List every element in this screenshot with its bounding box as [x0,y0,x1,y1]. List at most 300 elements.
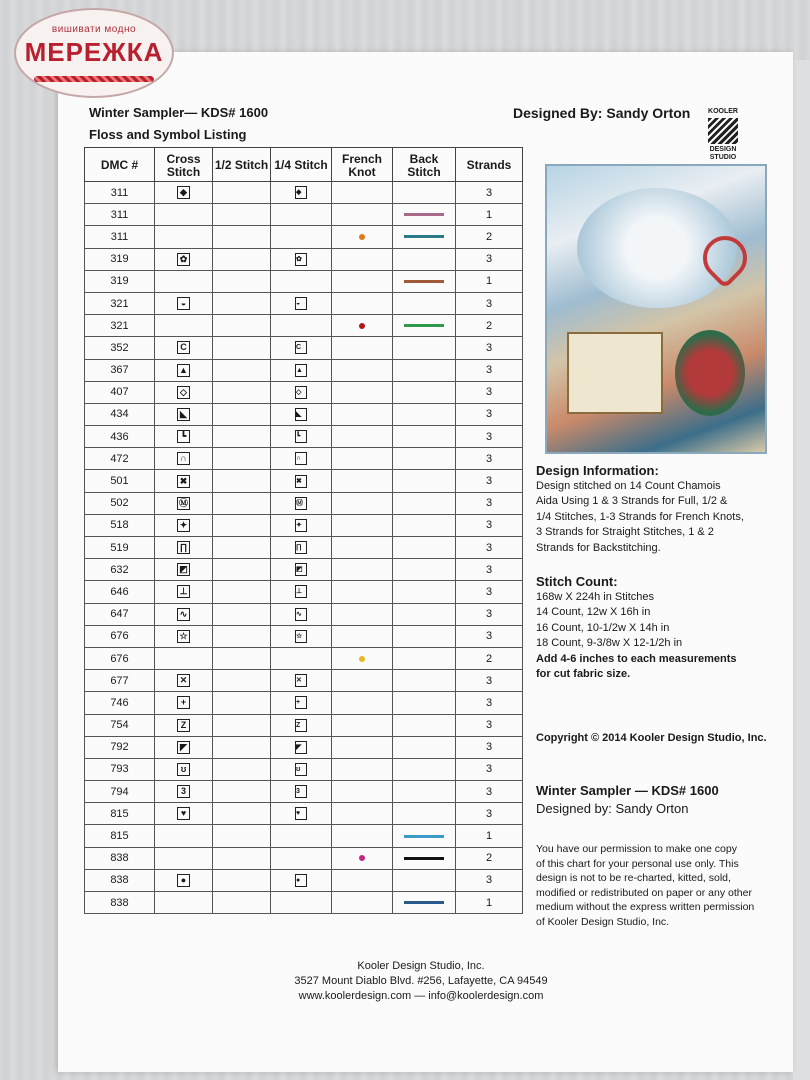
dmc-cell: 838 [85,847,155,869]
french-knot-cell [332,581,393,603]
french-knot-cell [332,226,393,248]
french-knot-cell [332,847,393,869]
quarter-stitch-symbol-icon: ◆ [295,186,307,199]
back-stitch-line-icon [404,324,444,327]
cross-stitch-cell [155,226,213,248]
dmc-cell: 311 [85,182,155,204]
french-knot-cell [332,736,393,758]
cross-stitch-cell [155,426,213,448]
kooler-logo-line2: DESIGN [709,146,737,153]
page-title: Winter Sampler— KDS# 1600 [89,105,269,120]
back-stitch-cell [393,270,456,292]
half-stitch-cell [213,847,271,869]
back-stitch-cell [393,781,456,803]
product-title: Winter Sampler — KDS# 1600 [536,783,719,798]
french-knot-cell [332,448,393,470]
dmc-cell: 838 [85,892,155,914]
table-row [85,226,523,248]
design-preview-image [545,164,767,454]
quarter-stitch-cell [271,403,332,425]
french-knot-dot-icon [359,656,365,662]
table-row [85,315,523,337]
dmc-cell: 472 [85,448,155,470]
cross-stitch-cell [155,714,213,736]
quarter-stitch-symbol-icon: ♥ [295,807,307,820]
back-stitch-cell [393,825,456,847]
back-stitch-cell [393,514,456,536]
cross-stitch-cell [155,736,213,758]
cross-stitch-symbol-icon: ʊ [177,763,190,776]
quarter-stitch-cell [271,182,332,204]
table-row [85,492,523,514]
back-stitch-cell [393,226,456,248]
half-stitch-cell [213,315,271,337]
quarter-stitch-symbol-icon: ✖ [295,475,307,488]
stitch-count-note: for cut fabric size. [536,668,631,680]
quarter-stitch-cell [271,448,332,470]
table-row [85,603,523,625]
french-knot-cell [332,603,393,625]
half-stitch-cell [213,448,271,470]
kooler-logo-icon [708,118,738,144]
design-info-line: Aida Using 1 & 3 Strands for Full, 1/2 & [536,495,728,507]
strands-cell: 2 [456,847,523,869]
quarter-stitch-symbol-icon: ✕ [295,674,307,687]
table-row [85,670,523,692]
table-row [85,625,523,647]
half-stitch-cell [213,758,271,780]
french-knot-cell [332,803,393,825]
dmc-cell: 519 [85,537,155,559]
dmc-cell: 311 [85,204,155,226]
col-french-knot: French Knot [332,148,393,182]
back-stitch-line-icon [404,280,444,283]
quarter-stitch-symbol-icon: Z [295,719,307,732]
french-knot-cell [332,692,393,714]
quarter-stitch-symbol-icon: ◩ [295,563,307,576]
half-stitch-cell [213,270,271,292]
strands-cell: 3 [456,426,523,448]
back-stitch-cell [393,603,456,625]
quarter-stitch-cell [271,692,332,714]
table-row [85,403,523,425]
cross-stitch-cell [155,825,213,847]
quarter-stitch-cell [271,559,332,581]
cross-stitch-cell [155,758,213,780]
cross-stitch-cell [155,403,213,425]
kooler-logo-line1: KOOLER [708,108,738,115]
stitch-count-line: 14 Count, 12w X 16h in [536,606,651,618]
dmc-cell: 647 [85,603,155,625]
table-row [85,647,523,669]
cross-stitch-cell [155,381,213,403]
quarter-stitch-symbol-icon: ◒ [295,297,307,310]
shop-logo [14,8,174,98]
french-knot-cell [332,825,393,847]
back-stitch-cell [393,847,456,869]
product-designer: Designed by: Sandy Orton [536,801,689,816]
design-info-line: 3 Strands for Straight Stitches, 1 & 2 [536,526,714,538]
dmc-cell: 311 [85,226,155,248]
back-stitch-cell [393,448,456,470]
permission-line: medium without the express written permission [536,901,755,913]
quarter-stitch-cell [271,381,332,403]
back-stitch-line-icon [404,835,444,838]
quarter-stitch-symbol-icon: ∿ [295,608,307,621]
half-stitch-cell [213,647,271,669]
strands-cell: 3 [456,292,523,314]
quarter-stitch-cell [271,270,332,292]
french-knot-cell [332,470,393,492]
dmc-cell: 676 [85,647,155,669]
cross-stitch-cell [155,204,213,226]
cross-stitch-symbol-icon: ◤ [177,741,190,754]
back-stitch-cell [393,359,456,381]
table-row [85,537,523,559]
cross-stitch-symbol-icon: + [177,696,190,709]
back-stitch-cell [393,892,456,914]
quarter-stitch-cell [271,470,332,492]
back-stitch-cell [393,381,456,403]
back-stitch-cell [393,470,456,492]
french-knot-cell [332,426,393,448]
half-stitch-cell [213,359,271,381]
quarter-stitch-cell [271,226,332,248]
cross-stitch-symbol-icon: C [177,341,190,354]
strands-cell: 3 [456,359,523,381]
french-knot-cell [332,781,393,803]
half-stitch-cell [213,537,271,559]
french-knot-cell [332,892,393,914]
cross-stitch-cell [155,182,213,204]
strands-cell: 3 [456,537,523,559]
back-stitch-line-icon [404,213,444,216]
half-stitch-cell [213,470,271,492]
kooler-logo [703,108,743,164]
dmc-cell: 793 [85,758,155,780]
dmc-cell: 502 [85,492,155,514]
dmc-cell: 815 [85,825,155,847]
dmc-cell: 754 [85,714,155,736]
col-back-stitch: Back Stitch [393,148,456,182]
cross-stitch-cell [155,248,213,270]
quarter-stitch-cell [271,248,332,270]
strands-cell: 3 [456,803,523,825]
strands-cell: 3 [456,492,523,514]
cross-stitch-symbol-icon: ☆ [177,630,190,643]
cross-stitch-symbol-icon: ∏ [177,541,190,554]
strands-cell: 3 [456,603,523,625]
table-row [85,847,523,869]
back-stitch-cell [393,292,456,314]
strands-cell: 2 [456,226,523,248]
back-stitch-cell [393,869,456,891]
quarter-stitch-cell [271,315,332,337]
cross-stitch-cell [155,647,213,669]
cross-stitch-symbol-icon: ✦ [177,519,190,532]
strands-cell: 1 [456,825,523,847]
footer-address: 3527 Mount Diablo Blvd. #256, Lafayette, CA 94549 [294,975,548,987]
design-information [536,463,744,556]
strands-cell: 3 [456,448,523,470]
table-row [85,758,523,780]
page-subtitle: Floss and Symbol Listing [89,127,247,142]
cross-stitch-cell [155,847,213,869]
cross-stitch-symbol-icon: ∩ [177,452,190,465]
half-stitch-cell [213,625,271,647]
dmc-cell: 352 [85,337,155,359]
cross-stitch-cell [155,270,213,292]
quarter-stitch-symbol-icon: ⊥ [295,585,307,598]
quarter-stitch-cell [271,292,332,314]
strands-cell: 3 [456,758,523,780]
quarter-stitch-cell [271,625,332,647]
stitch-count-line: 168w X 224h in Stitches [536,590,655,603]
half-stitch-cell [213,603,271,625]
cross-stitch-symbol-icon: ◣ [177,408,190,421]
cross-stitch-cell [155,470,213,492]
quarter-stitch-symbol-icon: ◇ [295,386,307,399]
table-row [85,892,523,914]
french-knot-cell [332,758,393,780]
dmc-cell: 367 [85,359,155,381]
preview-sign [567,332,663,414]
cross-stitch-cell [155,869,213,891]
dmc-cell: 436 [85,426,155,448]
half-stitch-cell [213,514,271,536]
col-cross-stitch: Cross Stitch [155,148,213,182]
strands-cell: 3 [456,736,523,758]
table-row [85,292,523,314]
strands-cell: 2 [456,315,523,337]
table-row [85,470,523,492]
logo-tagline: вишивати модно [51,24,137,35]
french-knot-cell [332,714,393,736]
cross-stitch-symbol-icon: ● [177,874,190,887]
strands-cell: 3 [456,692,523,714]
dmc-cell: 632 [85,559,155,581]
back-stitch-cell [393,736,456,758]
back-stitch-cell [393,803,456,825]
dmc-cell: 815 [85,803,155,825]
half-stitch-cell [213,292,271,314]
designer-credit: Designed By: Sandy Orton [513,105,691,121]
permission-line: of this chart for your personal use only. This [536,857,739,870]
strands-cell: 1 [456,204,523,226]
half-stitch-cell [213,403,271,425]
cross-stitch-symbol-icon: ◩ [177,563,190,576]
back-stitch-cell [393,426,456,448]
back-stitch-line-icon [404,857,444,860]
cross-stitch-cell [155,337,213,359]
dmc-cell: 677 [85,670,155,692]
quarter-stitch-symbol-icon: ∩ [295,452,307,465]
strands-cell: 3 [456,381,523,403]
strands-cell: 3 [456,182,523,204]
french-knot-cell [332,292,393,314]
back-stitch-cell [393,758,456,780]
table-row [85,359,523,381]
back-stitch-cell [393,204,456,226]
stitch-count-line: 18 Count, 9-3/8w X 12-1/2h in [536,637,683,649]
quarter-stitch-symbol-icon: ◣ [295,408,307,421]
quarter-stitch-symbol-icon: ▲ [295,364,307,377]
stitch-count-line: 16 Count, 10-1/2w X 14h in [536,621,670,634]
copyright: Copyright © 2014 Kooler Design Studio, Inc. [536,732,767,744]
french-knot-cell [332,647,393,669]
french-knot-cell [332,537,393,559]
dmc-cell: 676 [85,625,155,647]
half-stitch-cell [213,736,271,758]
permission-notice [536,842,754,929]
back-stitch-cell [393,182,456,204]
table-row [85,381,523,403]
permission-line: modified or redistributed on paper or any other [536,886,752,899]
table-row [85,426,523,448]
preview-santa [675,330,745,416]
back-stitch-cell [393,248,456,270]
dmc-cell: 434 [85,403,155,425]
strands-cell: 3 [456,581,523,603]
cross-stitch-symbol-icon: ▲ [177,364,190,377]
table-row [85,714,523,736]
quarter-stitch-symbol-icon: ✿ [295,253,307,266]
quarter-stitch-symbol-icon: ʊ [295,763,307,776]
cross-stitch-symbol-icon: ⊥ [177,585,190,598]
dmc-cell: 794 [85,781,155,803]
half-stitch-cell [213,781,271,803]
quarter-stitch-cell [271,670,332,692]
quarter-stitch-symbol-icon: ∏ [295,541,307,554]
dmc-cell: 319 [85,270,155,292]
table-row [85,514,523,536]
cross-stitch-symbol-icon: ✖ [177,475,190,488]
half-stitch-cell [213,692,271,714]
back-stitch-cell [393,492,456,514]
cross-stitch-symbol-icon: Z [177,719,190,732]
back-stitch-line-icon [404,901,444,904]
quarter-stitch-cell [271,781,332,803]
cross-stitch-cell [155,892,213,914]
quarter-stitch-symbol-icon: ◤ [295,741,307,754]
cross-stitch-symbol-icon: ♥ [177,807,190,820]
cross-stitch-cell [155,315,213,337]
half-stitch-cell [213,869,271,891]
dmc-cell: 407 [85,381,155,403]
quarter-stitch-symbol-icon: ☆ [295,630,307,643]
half-stitch-cell [213,426,271,448]
half-stitch-cell [213,559,271,581]
cross-stitch-symbol-icon: ◆ [177,186,190,199]
quarter-stitch-symbol-icon: Ⓜ [295,497,307,510]
dmc-cell: 501 [85,470,155,492]
back-stitch-cell [393,403,456,425]
back-stitch-cell [393,670,456,692]
cross-stitch-cell [155,625,213,647]
strands-cell: 3 [456,470,523,492]
stitch-count-note: Add 4-6 inches to each measurements [536,652,737,665]
dmc-cell: 518 [85,514,155,536]
design-info-line: 1/4 Stitches, 1-3 Strands for French Knots, [536,510,744,523]
strands-cell: 3 [456,714,523,736]
quarter-stitch-cell [271,803,332,825]
col-strands: Strands [456,148,523,182]
quarter-stitch-symbol-icon: + [295,696,307,709]
strands-cell: 3 [456,514,523,536]
strands-cell: 3 [456,625,523,647]
french-knot-dot-icon [359,234,365,240]
half-stitch-cell [213,492,271,514]
col-quarter-stitch: 1/4 Stitch [271,148,332,182]
dmc-cell: 319 [85,248,155,270]
quarter-stitch-cell [271,581,332,603]
quarter-stitch-cell [271,825,332,847]
cross-stitch-cell [155,581,213,603]
cross-stitch-symbol-icon: ◒ [177,297,190,310]
table-row [85,736,523,758]
design-info-line: Design stitched on 14 Count Chamois [536,479,721,492]
back-stitch-line-icon [404,235,444,238]
french-knot-cell [332,381,393,403]
quarter-stitch-cell [271,514,332,536]
page-edge [793,60,810,1080]
french-knot-cell [332,559,393,581]
half-stitch-cell [213,803,271,825]
table-row [85,448,523,470]
french-knot-cell [332,359,393,381]
french-knot-dot-icon [359,855,365,861]
permission-line: You have our permission to make one copy [536,843,737,855]
footer-company: Kooler Design Studio, Inc. [357,960,485,972]
cross-stitch-symbol-icon: 3 [177,785,190,798]
half-stitch-cell [213,226,271,248]
cross-stitch-symbol-icon: Ⓜ [178,497,188,508]
quarter-stitch-cell [271,426,332,448]
design-info-heading: Design Information: [536,463,659,478]
col-half-stitch: 1/2 Stitch [213,148,271,182]
cross-stitch-cell [155,292,213,314]
french-knot-cell [332,670,393,692]
strands-cell: 1 [456,892,523,914]
quarter-stitch-cell [271,204,332,226]
quarter-stitch-symbol-icon: ┗ [295,430,307,443]
footer-contact: www.koolerdesign.com — info@koolerdesign.com [298,990,544,1002]
back-stitch-cell [393,537,456,559]
strands-cell: 2 [456,647,523,669]
product-block [536,782,719,818]
cross-stitch-cell [155,781,213,803]
logo-brand: МЕРЕЖКА [24,37,164,67]
strands-cell: 3 [456,869,523,891]
quarter-stitch-cell [271,869,332,891]
french-knot-cell [332,492,393,514]
dmc-cell: 792 [85,736,155,758]
back-stitch-cell [393,692,456,714]
back-stitch-cell [393,559,456,581]
french-knot-cell [332,270,393,292]
half-stitch-cell [213,892,271,914]
floss-table [84,147,523,914]
permission-line: of Kooler Design Studio, Inc. [536,915,670,928]
cross-stitch-symbol-icon: ✕ [177,674,190,687]
quarter-stitch-cell [271,847,332,869]
cross-stitch-symbol-icon: ∿ [177,608,190,621]
dmc-cell: 321 [85,315,155,337]
half-stitch-cell [213,381,271,403]
back-stitch-cell [393,714,456,736]
french-knot-cell [332,403,393,425]
cross-stitch-symbol-icon: ┗ [177,430,190,443]
